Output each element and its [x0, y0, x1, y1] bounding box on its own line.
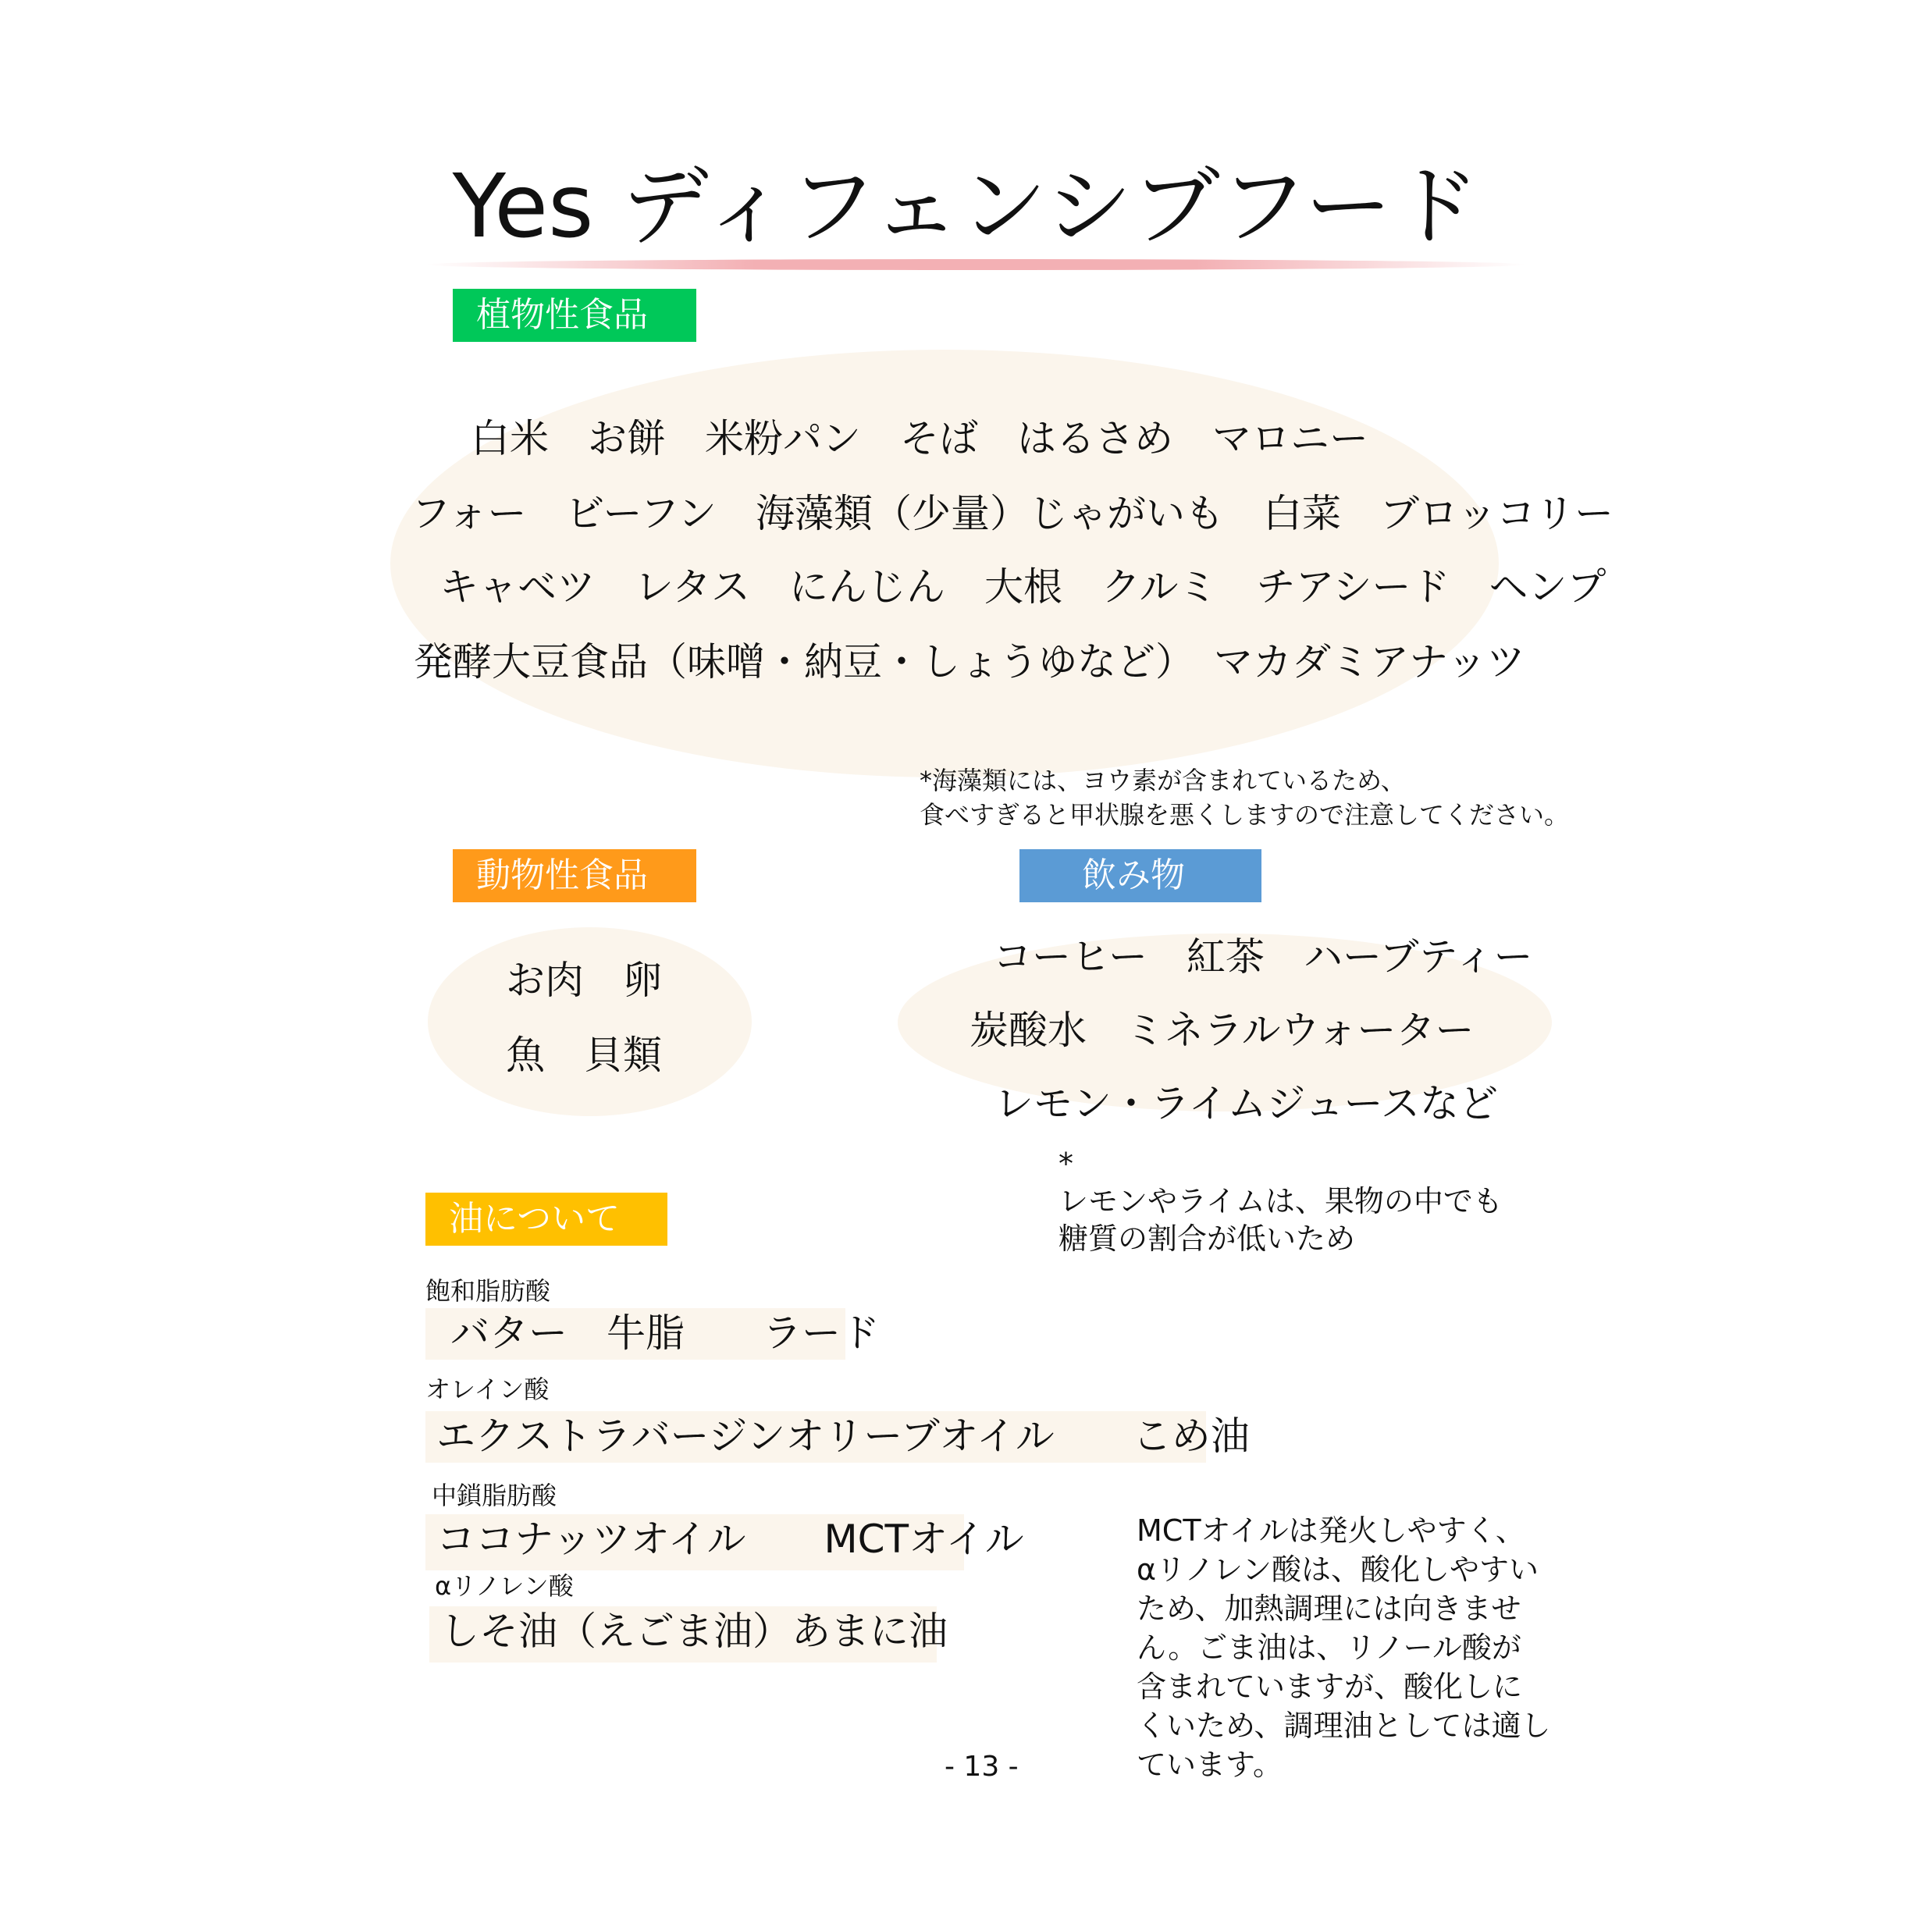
- plant-foods-label: 植物性食品: [476, 295, 648, 335]
- page-number: - 13 -: [945, 1751, 1019, 1783]
- oil-group-name-1: 飽和脂肪酸: [425, 1276, 551, 1306]
- animal-foods-tag: [453, 849, 696, 902]
- seaweed-note-line-2: 食べすぎると甲状腺を悪くしますので注意してください。: [920, 800, 1570, 830]
- animal-food-line-1: お肉 卵: [506, 958, 662, 1003]
- animal-foods-ellipse: [428, 927, 752, 1116]
- oil-tag: [425, 1193, 667, 1246]
- drinks-note-star: *: [1059, 1147, 1073, 1181]
- oil-group-items-4: しそ油（えごま油）あまに油: [429, 1606, 937, 1663]
- oil-group-items-2: エクストラバージンオリーブオイル こめ油: [425, 1411, 1206, 1463]
- seaweed-note-line-1: *海藻類には、ヨウ素が含まれているため、: [920, 766, 1406, 795]
- oil-note-line-2: αリノレン酸は、酸化しやすい: [1137, 1552, 1539, 1587]
- plant-foods-tag: [453, 289, 696, 342]
- plant-food-line-1: 白米 お餅 米粉パン そば はるさめ マロニー: [471, 416, 1368, 461]
- oil-note-line-6: くいため、調理油としては適し: [1137, 1709, 1551, 1743]
- oil-note-line-3: ため、加熱調理には向きませ: [1137, 1591, 1521, 1626]
- plant-food-line-2: フォー ビーフン 海藻類（少量）じゃがいも 白菜 ブロッコリー: [411, 491, 1614, 536]
- oil-note-line-1: MCTオイルは発火しやすく、: [1137, 1513, 1525, 1548]
- oil-group-name-3: 中鎖脂肪酸: [432, 1481, 557, 1510]
- drinks-note-line-1: レモンやライムは、果物の中でも: [1059, 1184, 1503, 1218]
- oil-note-line-7: ています。: [1137, 1748, 1283, 1782]
- animal-foods-label: 動物性食品: [476, 855, 648, 895]
- drinks-tag: [1019, 849, 1261, 902]
- oil-group-items-3: ココナッツオイル MCTオイル: [425, 1514, 964, 1570]
- plant-food-line-3: キャベツ レタス にんじん 大根 クルミ チアシード ヘンプ: [439, 564, 1606, 610]
- oil-note-line-5: 含まれていますが、酸化しに: [1137, 1670, 1523, 1704]
- drinks-label: 飲み物: [1082, 855, 1185, 895]
- drinks-note-line-2: 糖質の割合が低いため: [1059, 1222, 1356, 1256]
- drink-line-3: レモン・ライムジュースなど: [994, 1081, 1498, 1126]
- page-title: Yes ディフェンシブフード: [452, 156, 1480, 258]
- oil-group-items-1: バター 牛脂 ラード: [425, 1308, 845, 1360]
- oil-label: 油について: [449, 1199, 621, 1239]
- animal-food-line-2: 魚 貝類: [506, 1033, 662, 1078]
- oil-group-name-4: αリノレン酸: [435, 1571, 574, 1601]
- drink-line-2: 炭酸水 ミネラルウォーター: [970, 1008, 1475, 1053]
- oil-group-name-2: オレイン酸: [425, 1374, 550, 1404]
- drink-line-1: コーヒー 紅茶 ハーブティー: [993, 934, 1533, 980]
- title-underline: [425, 259, 1526, 270]
- plant-food-line-4: 発酵大豆食品（味噌・納豆・しょうゆなど） マカダミアナッツ: [414, 639, 1525, 685]
- oil-note-line-4: ん。ごま油は、リノール酸が: [1137, 1631, 1521, 1665]
